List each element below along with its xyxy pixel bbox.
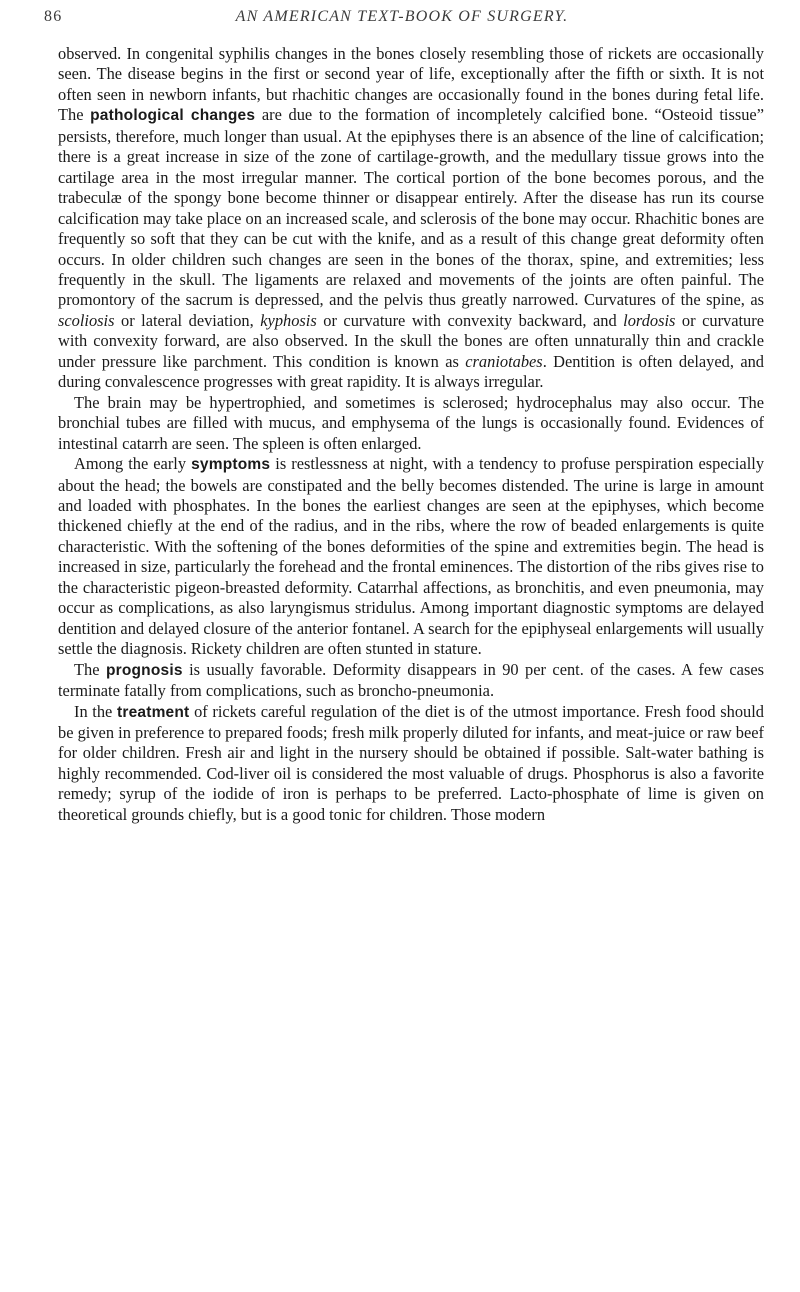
section-keyword: prognosis bbox=[105, 661, 183, 679]
paragraph bbox=[58, 454, 764, 660]
paragraph-text: . Dentition is often delayed, and during convalescence progresses with great rapidity. It is always irregular. bbox=[58, 351, 764, 392]
body-text bbox=[58, 44, 764, 825]
paragraph bbox=[58, 44, 764, 393]
paragraph-text: or lateral deviation, bbox=[114, 310, 261, 330]
paragraph-text: observed. In congenital syphilis changes in the bones closely resembling those of rickets are occasionally seen. The disease begins in the first or second year of life, exceptionally after the fifth or sixth. It is not often seen in newborn infants, but rhachitic changes are occasionally found in the bones during fetal life. The bbox=[58, 44, 764, 125]
paragraph bbox=[58, 660, 764, 702]
italic-term: kyphosis bbox=[260, 310, 317, 330]
paragraph-text: Among the early bbox=[74, 454, 192, 474]
paragraph-text: or curvature with convexity backward, and bbox=[316, 310, 624, 330]
section-keyword: pathological changes bbox=[90, 107, 256, 125]
paragraph-text: The bbox=[74, 659, 106, 679]
italic-term: scoliosis bbox=[58, 310, 115, 330]
paragraph bbox=[58, 393, 764, 454]
running-title: AN AMERICAN TEXT-BOOK OF SURGERY. bbox=[235, 8, 569, 25]
paragraph-text: is usually favorable. Deformity disappears in 90 per cent. of the cases. A few cases terminate fatally from complications, such as broncho-pneumonia. bbox=[58, 659, 764, 701]
paragraph-text: In the bbox=[74, 701, 117, 721]
paragraph-text: of rickets careful regulation of the diet is of the utmost importance. Fresh food should be given in preference to prepared foods; fresh milk properly diluted for infants, and meat-juice or raw beef for older children. Fresh air and light in the nursery should be obtained if possible. Salt-water bathing is highly recommended. Cod-liver oil is considered the most valuable of drugs. Phosphorus is also a favorite remedy; syrup of the iodide of iron is perhaps to be preferred. Lacto-phosphate of lime is given on theoretical grounds chiefly, but is a good tonic for children. Those modern bbox=[58, 701, 764, 824]
section-keyword: symptoms bbox=[191, 456, 271, 474]
running-head bbox=[44, 8, 760, 34]
italic-term: lordosis bbox=[623, 310, 676, 330]
paragraph-text: are due to the formation of incompletely calcified bone. “Osteoid tissue” persists, therefore, much longer than usual. At the epiphyses there is an absence of the line of calcification; there is a great increase in size of the zone of cartilage-growth, and the medullary tissue grows into the cartilage area in the most irregular manner. The cortical portion of the bone becomes porous, and the trabeculæ of the spongy bone become thinner or disappear entirely. After the disease has run its course calcification may take place on an increased scale, and sclerosis of the bone may occur. Rhachitic bones are frequently so soft that they can be cut with the knife, and as a result of this change great deformity often occurs. In older children such changes are seen in the bones of the thorax, spine, and extremities; less frequently in the skull. The ligaments are relaxed and movements of the joints are often painful. The promontory of the sacrum is depressed, and the pelvis thus greatly narrowed. Curvatures of the spine, as bbox=[58, 105, 764, 310]
paragraph-text: The brain may be hypertrophied, and sometimes is sclerosed; hydrocephalus may also occur. The bronchial tubes are filled with mucus, and emphysema of the lungs is occasionally found. Evidences of intestinal catarrh are seen. The spleen is often enlarged. bbox=[58, 392, 764, 453]
section-keyword: treatment bbox=[116, 703, 190, 721]
paragraph bbox=[58, 702, 764, 826]
paragraph-text: or curvature with convexity forward, are also observed. In the skull the bones are often unnaturally thin and crackle under pressure like parchment. This condition is known as bbox=[58, 310, 764, 371]
italic-term: craniotabes bbox=[465, 351, 543, 371]
paragraph-text: is restlessness at night, with a tendency to profuse perspiration especially about the head; the bowels are constipated and the belly becomes distended. The urine is large in amount and loaded with phosphates. In the bones the earliest changes are seen at the epiphyses, which become thickened chiefly at the end of the radius, and in the ribs, where the row of beaded enlargements is quite characteristic. With the softening of the bones deformities of the spine and extremities begin. The head is increased in size, particularly the forehead and the frontal eminences. The distortion of the ribs gives rise to the characteristic pigeon-breasted deformity. Catarrhal affections, as bronchitis, and even pneumonia, may occur as complications, as also laryngismus stridulus. Among important diagnostic symptoms are delayed dentition and delayed closure of the anterior fontanel. A search for the epiphyseal enlargements will usually settle the diagnosis. Rickety children are often stunted in stature. bbox=[58, 454, 765, 659]
page-number: 86 bbox=[44, 8, 63, 25]
